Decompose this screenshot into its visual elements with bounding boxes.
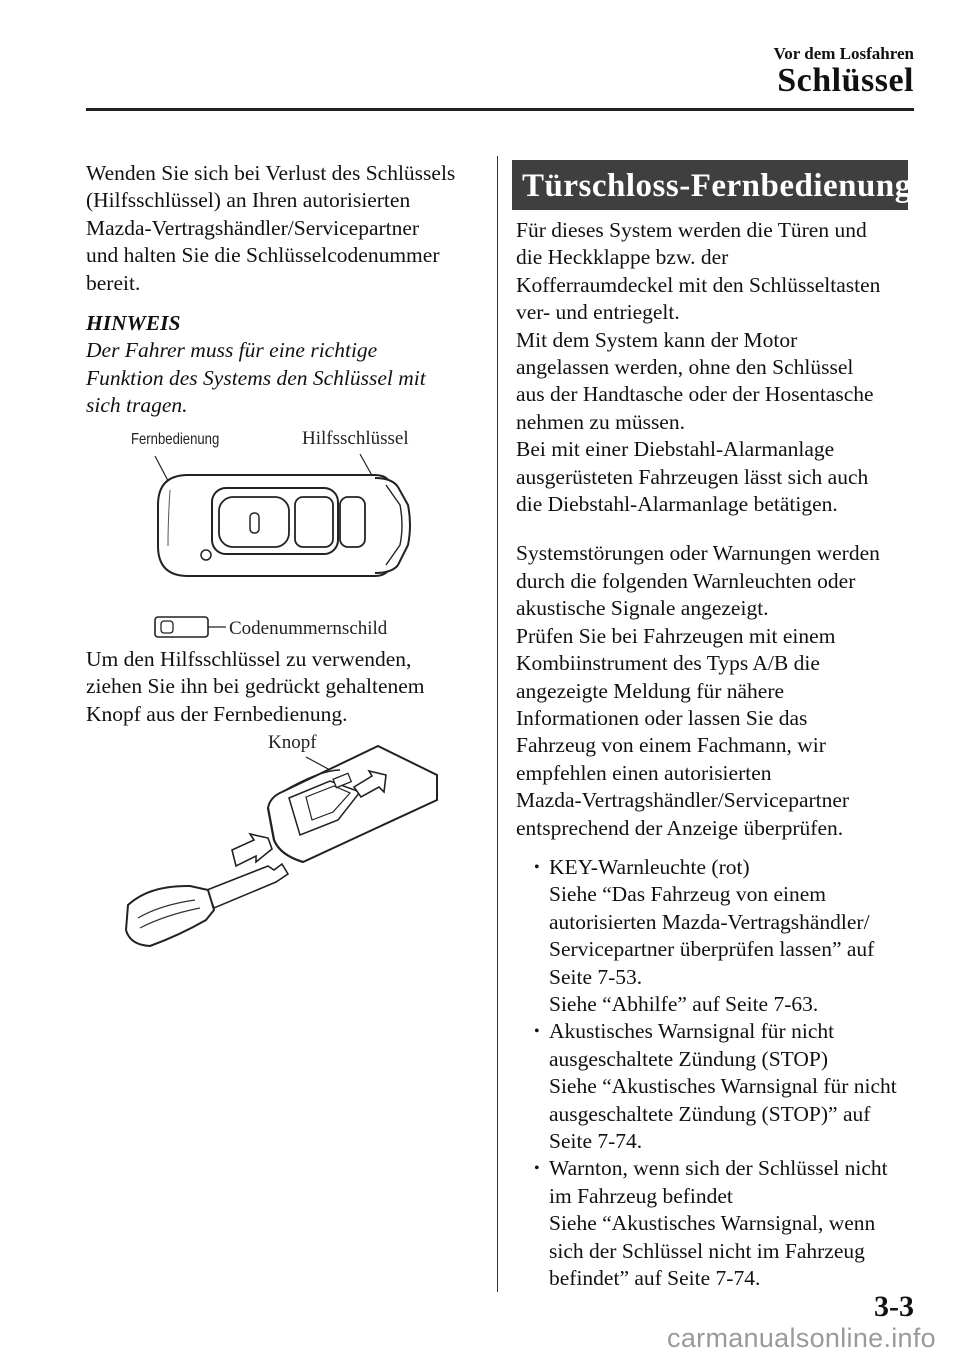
list-item: [516, 1018, 916, 1155]
button-label: Knopf: [268, 732, 317, 753]
text-line: Siehe “Abhilfe” auf Seite 7-63.: [549, 991, 819, 1016]
description-paragraph: [516, 217, 916, 518]
text-line: autorisierten Mazda-Vertragshändler/: [549, 909, 870, 934]
text-line: ausgeschaltete Zündung (STOP): [549, 1046, 829, 1071]
text-line: bereit.: [86, 270, 141, 295]
aux-key-label: Hilfsschlüssel: [302, 428, 409, 449]
warning-list: [516, 854, 916, 1293]
chapter-title: Schlüssel: [777, 62, 914, 99]
section-heading: Vor dem Losfahren: [773, 44, 914, 63]
list-item: [516, 1155, 916, 1292]
text-line: angezeigte Meldung für nähere: [516, 678, 785, 703]
text-line: die Diebstahl-Alarmanlage betätigen.: [516, 492, 838, 517]
text-line: die Heckklappe bzw. der: [516, 245, 729, 270]
text-line: ziehen Sie ihn bei gedrückt gehaltenem: [86, 674, 425, 699]
right-column: [516, 160, 916, 1292]
text-line: Servicepartner überprüfen lassen” auf: [549, 937, 875, 962]
text-line: Siehe “Akustisches Warnsignal, wenn: [549, 1211, 876, 1236]
text-line: Wenden Sie sich bei Verlust des Schlüssels: [86, 161, 456, 185]
text-line: Seite 7-74.: [549, 1129, 643, 1153]
text-line: und halten Sie die Schlüsselcodenummer: [86, 243, 440, 268]
text-line: Kombiinstrument des Typs A/B die: [516, 651, 820, 676]
text-line: angelassen werden, ohne den Schlüssel: [516, 355, 854, 380]
text-line: ver- und entriegelt.: [516, 300, 680, 325]
text-line: Bei mit einer Diebstahl-Alarmanlage: [516, 437, 835, 462]
text-line: empfehlen einen autorisierten: [516, 760, 772, 785]
text-line: Informationen oder lassen Sie das: [516, 705, 808, 730]
page-number: 3-3: [874, 1290, 914, 1323]
note-heading: HINWEIS: [86, 311, 181, 336]
list-item: [516, 854, 916, 1018]
list-item-title: Akustisches Warnsignal für nicht: [549, 1019, 835, 1044]
bullet-icon: •: [534, 1160, 540, 1178]
text-line: nehmen zu müssen.: [516, 409, 685, 434]
column-divider: [497, 156, 498, 1292]
text-line: aus der Handtasche oder der Hosentasche: [516, 382, 874, 407]
text-line: (Hilfsschlüssel) an Ihren autorisierten: [86, 188, 411, 213]
text-line: durch die folgenden Warnleuchten oder: [516, 568, 856, 593]
text-line: Systemstörungen oder Warnungen werden: [516, 541, 880, 566]
watermark: carmanualsonline.info: [667, 1323, 936, 1353]
text-line: Der Fahrer muss für eine richtige: [86, 338, 378, 363]
text-line: sich tragen.: [86, 393, 188, 418]
text-line: Prüfen Sie bei Fahrzeugen mit einem: [516, 623, 836, 648]
text-line: Um den Hilfsschlüssel zu verwenden,: [86, 647, 412, 671]
text-line: Mit dem System kann der Motor: [516, 327, 798, 352]
bullet-icon: •: [534, 1023, 540, 1041]
code-plate-label: Codenummernschild: [229, 618, 388, 639]
text-line: Fahrzeug von einem Fachmann, wir: [516, 733, 826, 758]
text-line: befindet” auf Seite 7-74.: [549, 1266, 761, 1291]
text-line: akustische Signale angezeigt.: [516, 596, 769, 621]
text-line: Mazda-Vertragshändler/Servicepartner: [86, 215, 420, 240]
text-line: ausgeschaltete Zündung (STOP)” auf: [549, 1101, 871, 1126]
list-item-title: KEY-Warnleuchte (rot): [549, 854, 750, 879]
text-line: ausgerüsteten Fahrzeugen lässt sich auch: [516, 464, 869, 489]
text-line: im Fahrzeug befindet: [549, 1183, 733, 1208]
text-line: Seite 7-53.: [549, 964, 643, 989]
warning-paragraph: [516, 540, 916, 841]
text-line: sich der Schlüssel nicht im Fahrzeug: [549, 1238, 865, 1263]
list-item-title: Warnton, wenn sich der Schlüssel nicht: [549, 1156, 888, 1181]
text-line: entsprechend der Anzeige überprüfen.: [516, 815, 844, 840]
text-line: Siehe “Akustisches Warnsignal für nicht: [549, 1074, 897, 1099]
text-line: Knopf aus der Fernbedienung.: [86, 701, 348, 726]
text-line: Kofferraumdeckel mit den Schlüsseltasten: [516, 272, 881, 297]
text-line: Funktion des Systems den Schlüssel mit: [86, 365, 426, 390]
section-title: Türschloss-Fernbedienung: [512, 160, 908, 210]
remote-label: Fernbedienung: [131, 431, 220, 448]
text-line: Mazda-Vertragshändler/Servicepartner: [516, 788, 850, 813]
text-line: Für dieses System werden die Türen und: [516, 218, 867, 242]
bullet-icon: •: [534, 858, 540, 876]
paragraph-gap: [516, 518, 916, 540]
text-line: Siehe “Das Fahrzeug von einem: [549, 882, 827, 907]
